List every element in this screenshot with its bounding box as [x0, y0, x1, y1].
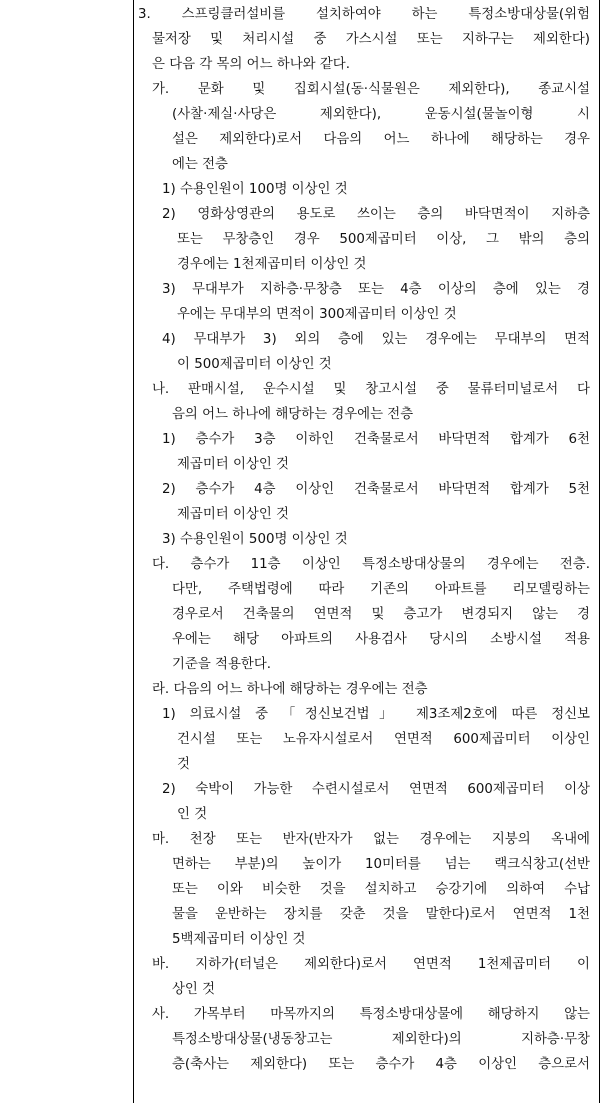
subitem-line: 제곱미터 이상인 것: [177, 507, 289, 522]
subitem-line: 인 것: [177, 807, 208, 822]
subitem-line: 또는 무창층인 경우 500제곱미터 이상, 그 밖의 층의: [177, 232, 590, 247]
item-ma-line: 물을 운반하는 장치를 갖춘 것을 말한다)로서 연면적 1천: [172, 907, 590, 922]
clause-3-line: 은 다음 각 목의 어느 하나와 같다.: [152, 57, 350, 72]
document-cell: [134, 0, 599, 1103]
item-na-line: 음의 어느 하나에 해당하는 경우에는 전층: [172, 407, 414, 422]
subitem-line: 제곱미터 이상인 것: [177, 457, 289, 472]
item-ga-line: 가. 문화 및 집회시설(동·식물원은 제외한다), 종교시설: [152, 82, 590, 97]
item-ba-line: 바. 지하가(터널은 제외한다)로서 연면적 1천제곱미터 이: [152, 957, 590, 972]
table-right-border: [599, 0, 600, 1103]
item-sa-line: 사. 가목부터 마목까지의 특정소방대상물에 해당하지 않는: [152, 1007, 590, 1022]
subitem-line: 경우에는 1천제곱미터 이상인 것: [177, 257, 367, 272]
item-ga-line: 에는 전층: [172, 157, 228, 172]
item-da-line: 우에는 해당 아파트의 사용검사 당시의 소방시설 적용: [172, 632, 590, 647]
item-sa-line: 특정소방대상물(냉동창고는 제외한다)의 지하층·무창: [172, 1032, 590, 1047]
item-da-line: 기준을 적용한다.: [172, 657, 272, 672]
item-ma-line: 또는 이와 비슷한 것을 설치하고 승강기에 의하여 수납: [172, 882, 590, 897]
subitem-line: 3) 수용인원이 500명 이상인 것: [162, 532, 348, 547]
item-da-line: 다. 층수가 11층 이상인 특정소방대상물의 경우에는 전층.: [152, 557, 590, 572]
item-ma-line: 면하는 부분)의 높이가 10미터를 넘는 랙크식창고(선반: [172, 857, 590, 872]
item-ga-line: 설은 제외한다)로서 다음의 어느 하나에 해당하는 경우: [172, 132, 590, 147]
item-ma-line: 마. 천장 또는 반자(반자가 없는 경우에는 지붕의 옥내에: [152, 832, 590, 847]
item-ra-line: 라. 다음의 어느 하나에 해당하는 경우에는 전층: [152, 682, 428, 697]
subitem-line: 것: [177, 757, 190, 772]
subitem-line: 1) 수용인원이 100명 이상인 것: [162, 182, 348, 197]
item-ga-line: (사찰·제실·사당은 제외한다), 운동시설(물놀이형 시: [172, 107, 590, 122]
item-da-line: 경우로서 건축물의 연면적 및 층고가 변경되지 않는 경: [172, 607, 590, 622]
subitem-line: 1) 의료시설 중 「정신보건법」 제3조제2호에 따른 정신보: [162, 707, 590, 722]
clause-3-line: 물저장 및 처리시설 중 가스시설 또는 지하구는 제외한다): [152, 32, 590, 47]
item-da-line: 다만, 주택법령에 따라 기존의 아파트를 리모델링하는: [172, 582, 590, 597]
clause-3-line: 3. 스프링클러설비를 설치하여야 하는 특정소방대상물(위험: [138, 7, 590, 22]
subitem-line: 2) 층수가 4층 이상인 건축물로서 바닥면적 합계가 5천: [162, 482, 590, 497]
item-ba-line: 상인 것: [172, 982, 216, 997]
item-na-line: 나. 판매시설, 운수시설 및 창고시설 중 물류터미널로서 다: [152, 382, 590, 397]
subitem-line: 2) 숙박이 가능한 수련시설로서 연면적 600제곱미터 이상: [162, 782, 590, 797]
subitem-line: 이 500제곱미터 이상인 것: [177, 357, 332, 372]
subitem-line: 우에는 무대부의 면적이 300제곱미터 이상인 것: [177, 307, 457, 322]
subitem-line: 건시설 또는 노유자시설로서 연면적 600제곱미터 이상인: [177, 732, 590, 747]
subitem-line: 3) 무대부가 지하층·무창층 또는 4층 이상의 층에 있는 경: [162, 282, 590, 297]
item-sa-line: 층(축사는 제외한다) 또는 층수가 4층 이상인 층으로서: [172, 1057, 590, 1072]
item-ma-line: 5백제곱미터 이상인 것: [172, 932, 306, 947]
subitem-line: 2) 영화상영관의 용도로 쓰이는 층의 바닥면적이 지하층: [162, 207, 590, 222]
subitem-line: 1) 층수가 3층 이하인 건축물로서 바닥면적 합계가 6천: [162, 432, 590, 447]
subitem-line: 4) 무대부가 3) 외의 층에 있는 경우에는 무대부의 면적: [162, 332, 590, 347]
